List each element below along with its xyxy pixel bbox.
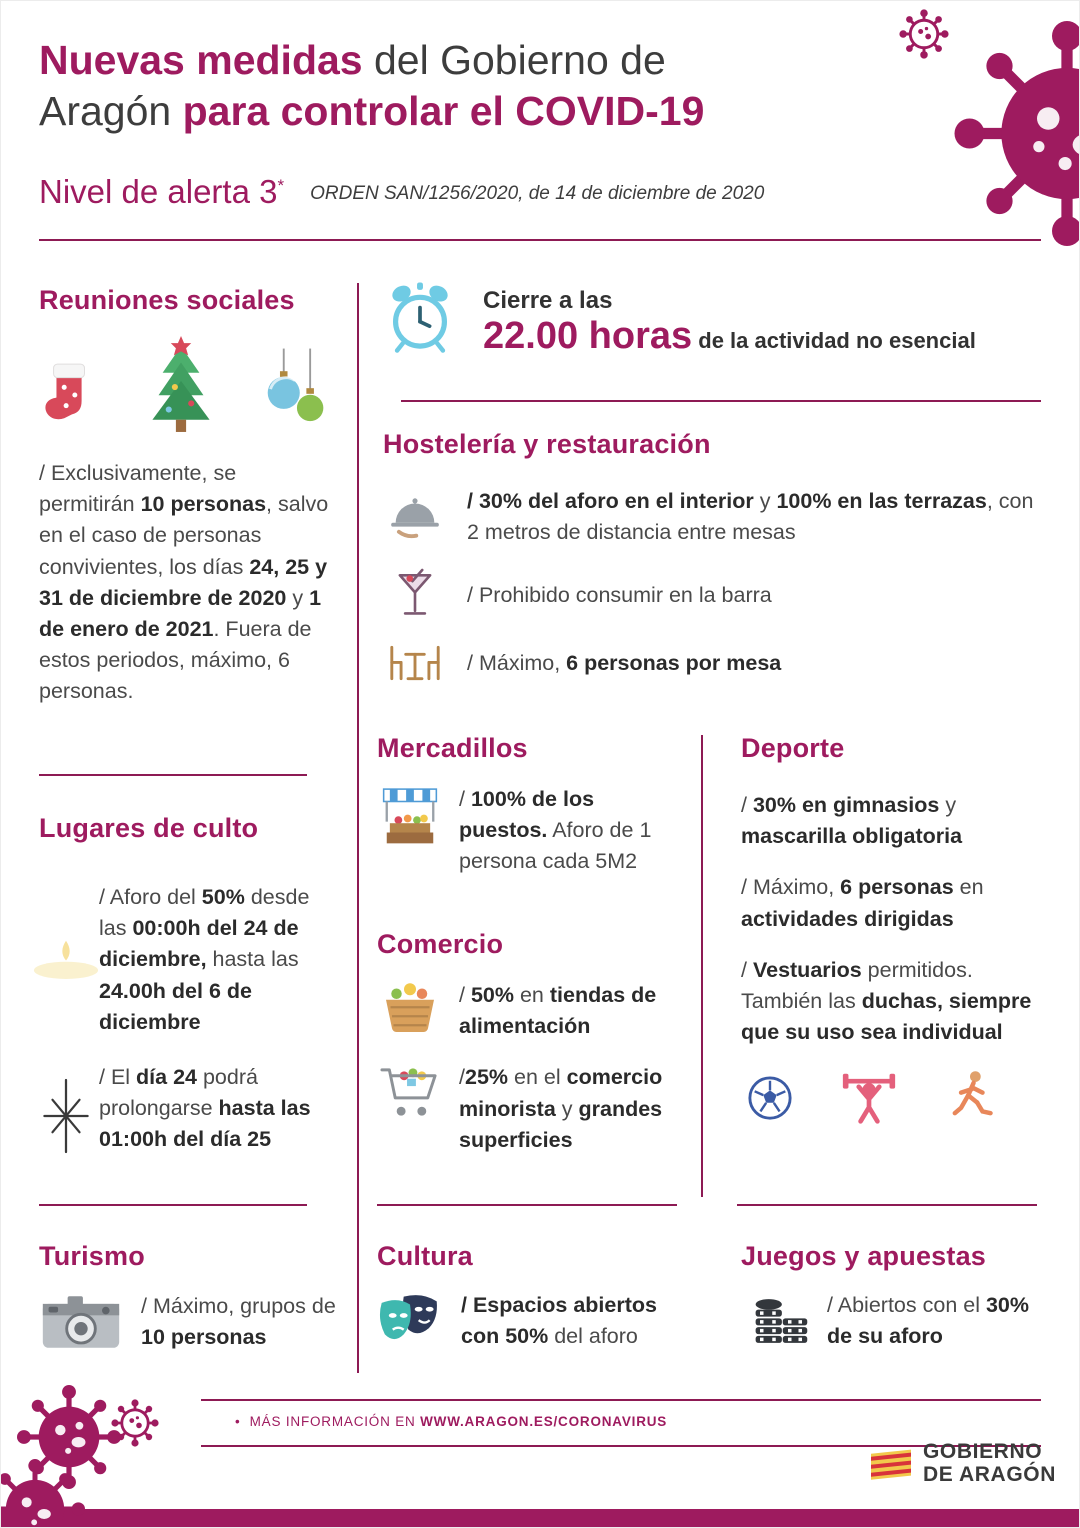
hosteleria-title: Hostelería y restauración <box>383 429 711 459</box>
culto-title: Lugares de culto <box>39 813 259 843</box>
cloche-icon <box>383 494 447 540</box>
columns-vertical-divider <box>701 735 703 1197</box>
weightlifter-icon <box>841 1068 897 1128</box>
deporte-title: Deporte <box>741 733 845 763</box>
section-cultura <box>377 1241 695 1352</box>
comercio-item-1: / 50% en tiendas de alimentación <box>459 983 657 1039</box>
main-vertical-divider <box>357 283 359 1373</box>
logo-text <box>923 1441 1056 1486</box>
info-bullet: • <box>235 1414 241 1429</box>
comercio-title: Comercio <box>377 929 504 959</box>
aragon-flag-icon <box>869 1444 913 1484</box>
sport-icons-row <box>741 1068 1041 1128</box>
section-juegos <box>741 1241 1041 1352</box>
culto-item-2: / El día 24 podrá prolongarse hasta las 01:00h del día 25 <box>99 1064 311 1152</box>
juegos-item: / Abiertos con el 30% de su aforo <box>827 1293 1029 1349</box>
gobierno-aragon-logo <box>869 1441 1056 1486</box>
grocery-basket-icon <box>377 980 443 1036</box>
closure-time: 22.00 horas <box>483 315 693 357</box>
section-lugares-culto <box>39 813 337 1155</box>
hosteleria-row-2 <box>383 568 1041 622</box>
hosteleria-row-1 <box>383 486 1041 548</box>
ornaments-icon <box>263 348 329 434</box>
virus-corner-icon <box>0 1459 85 1528</box>
closure-lead: Cierre a las <box>483 287 613 314</box>
bottom-bar <box>1 1509 1080 1528</box>
cultura-row <box>377 1290 695 1352</box>
alert-level: Nivel de alerta 3* <box>39 173 285 210</box>
sparkle-star-icon <box>39 1075 93 1157</box>
comercio-item-2: /25% en el comercio minorista y grandes superficies <box>459 1065 663 1152</box>
right-divider <box>737 1204 1037 1206</box>
section-mercadillos <box>377 733 683 878</box>
turismo-row <box>39 1290 344 1354</box>
turismo-title: Turismo <box>39 1241 145 1271</box>
section-reuniones-sociales <box>39 285 331 707</box>
hosteleria-item-2: / Prohibido consumir en la barra <box>467 582 772 607</box>
section-deporte <box>741 733 1041 1128</box>
logo-line-1: GOBIERNO <box>923 1440 1043 1463</box>
soccer-ball-icon <box>747 1075 793 1121</box>
middle-divider <box>377 1204 677 1206</box>
mercadillos-row <box>377 784 683 878</box>
shopping-cart-icon <box>377 1062 443 1122</box>
theater-masks-icon <box>377 1291 443 1351</box>
reuniones-title: Reuniones sociales <box>39 285 295 315</box>
turismo-item: / Máximo, grupos de 10 personas <box>141 1293 336 1349</box>
closure-divider <box>401 400 1041 402</box>
section-hosteleria <box>383 429 1041 704</box>
alert-level-row <box>39 173 764 211</box>
juegos-row <box>741 1290 1041 1352</box>
section-turismo <box>39 1241 344 1354</box>
poker-chips-icon <box>753 1293 809 1349</box>
culto-item-1: / Aforo del 50% desde las 00:00h del 24 de diciembre, hasta las 24.00h del 6 de diciembre <box>99 885 310 1034</box>
info-text: • MÁS INFORMACIÓN EN WWW.ARAGON.ES/CORONAVIRUS <box>235 1414 668 1429</box>
header-divider <box>39 239 1041 241</box>
info-link[interactable]: WWW.ARAGON.ES/CORONAVIRUS <box>420 1414 668 1429</box>
section-closure <box>383 281 1041 358</box>
closure-text <box>483 281 976 358</box>
hosteleria-item-3: / Máximo, 6 personas por mesa <box>467 650 782 675</box>
cocktail-icon <box>383 568 447 622</box>
deporte-item-1: / 30% en gimnasios y mascarilla obligatoria <box>741 793 963 849</box>
stocking-icon <box>41 358 99 434</box>
christmas-tree-icon <box>140 336 222 434</box>
virus-filled-top-icon <box>951 21 1080 246</box>
cultura-title: Cultura <box>377 1241 473 1271</box>
comercio-row-1 <box>377 980 691 1042</box>
hosteleria-row-3 <box>383 642 1041 684</box>
logo-line-2: DE ARAGÓN <box>923 1462 1056 1486</box>
hosteleria-item-1: / 30% del aforo en el interior y 100% en las terrazas, con 2 metros de distancia entre mesas <box>467 489 1034 545</box>
juegos-title: Juegos y apuestas <box>741 1241 987 1271</box>
mercadillos-item: / 100% de los puestos. Aforo de 1 persona cada 5M2 <box>459 787 652 874</box>
table-chairs-icon <box>383 642 447 684</box>
cultura-item: / Espacios abiertos con 50% del aforo <box>461 1293 657 1349</box>
closure-line2 <box>483 315 976 358</box>
runner-icon <box>945 1069 995 1127</box>
reuniones-body: / Exclusivamente, se permitirán 10 personas, salvo en el caso de personas convivientes, los días 24, 25 y 31 de diciembre de 2020 y 1 de enero de 2021. Fuera de estos periodos, máximo, 6 personas. <box>39 461 329 704</box>
comercio-row-2 <box>377 1062 691 1156</box>
virus-outline-bottom-icon <box>111 1399 159 1447</box>
info-band <box>201 1399 1041 1447</box>
left-divider-2 <box>39 1204 307 1206</box>
section-comercio <box>377 929 691 1162</box>
deporte-item-3: / Vestuarios permitidos. También las duchas, siempre que su uso sea individual <box>741 957 1032 1045</box>
camera-icon <box>39 1290 123 1354</box>
virus-outline-top-icon <box>899 9 949 59</box>
alarm-clock-icon <box>383 281 457 355</box>
candle-icon <box>29 933 103 983</box>
mercadillos-title: Mercadillos <box>377 733 528 763</box>
christmas-icons-row <box>39 332 331 434</box>
closure-tail: de la actividad no esencial <box>692 328 976 353</box>
left-divider-1 <box>39 774 307 776</box>
page-title: Nuevas medidas del Gobierno de Aragón para controlar el COVID-19 <box>39 37 705 134</box>
order-reference: ORDEN SAN/1256/2020, de 14 de diciembre de 2020 <box>310 183 765 204</box>
deporte-item-2: / Máximo, 6 personas en actividades dirigidas <box>741 875 984 931</box>
market-stall-icon <box>377 784 443 850</box>
